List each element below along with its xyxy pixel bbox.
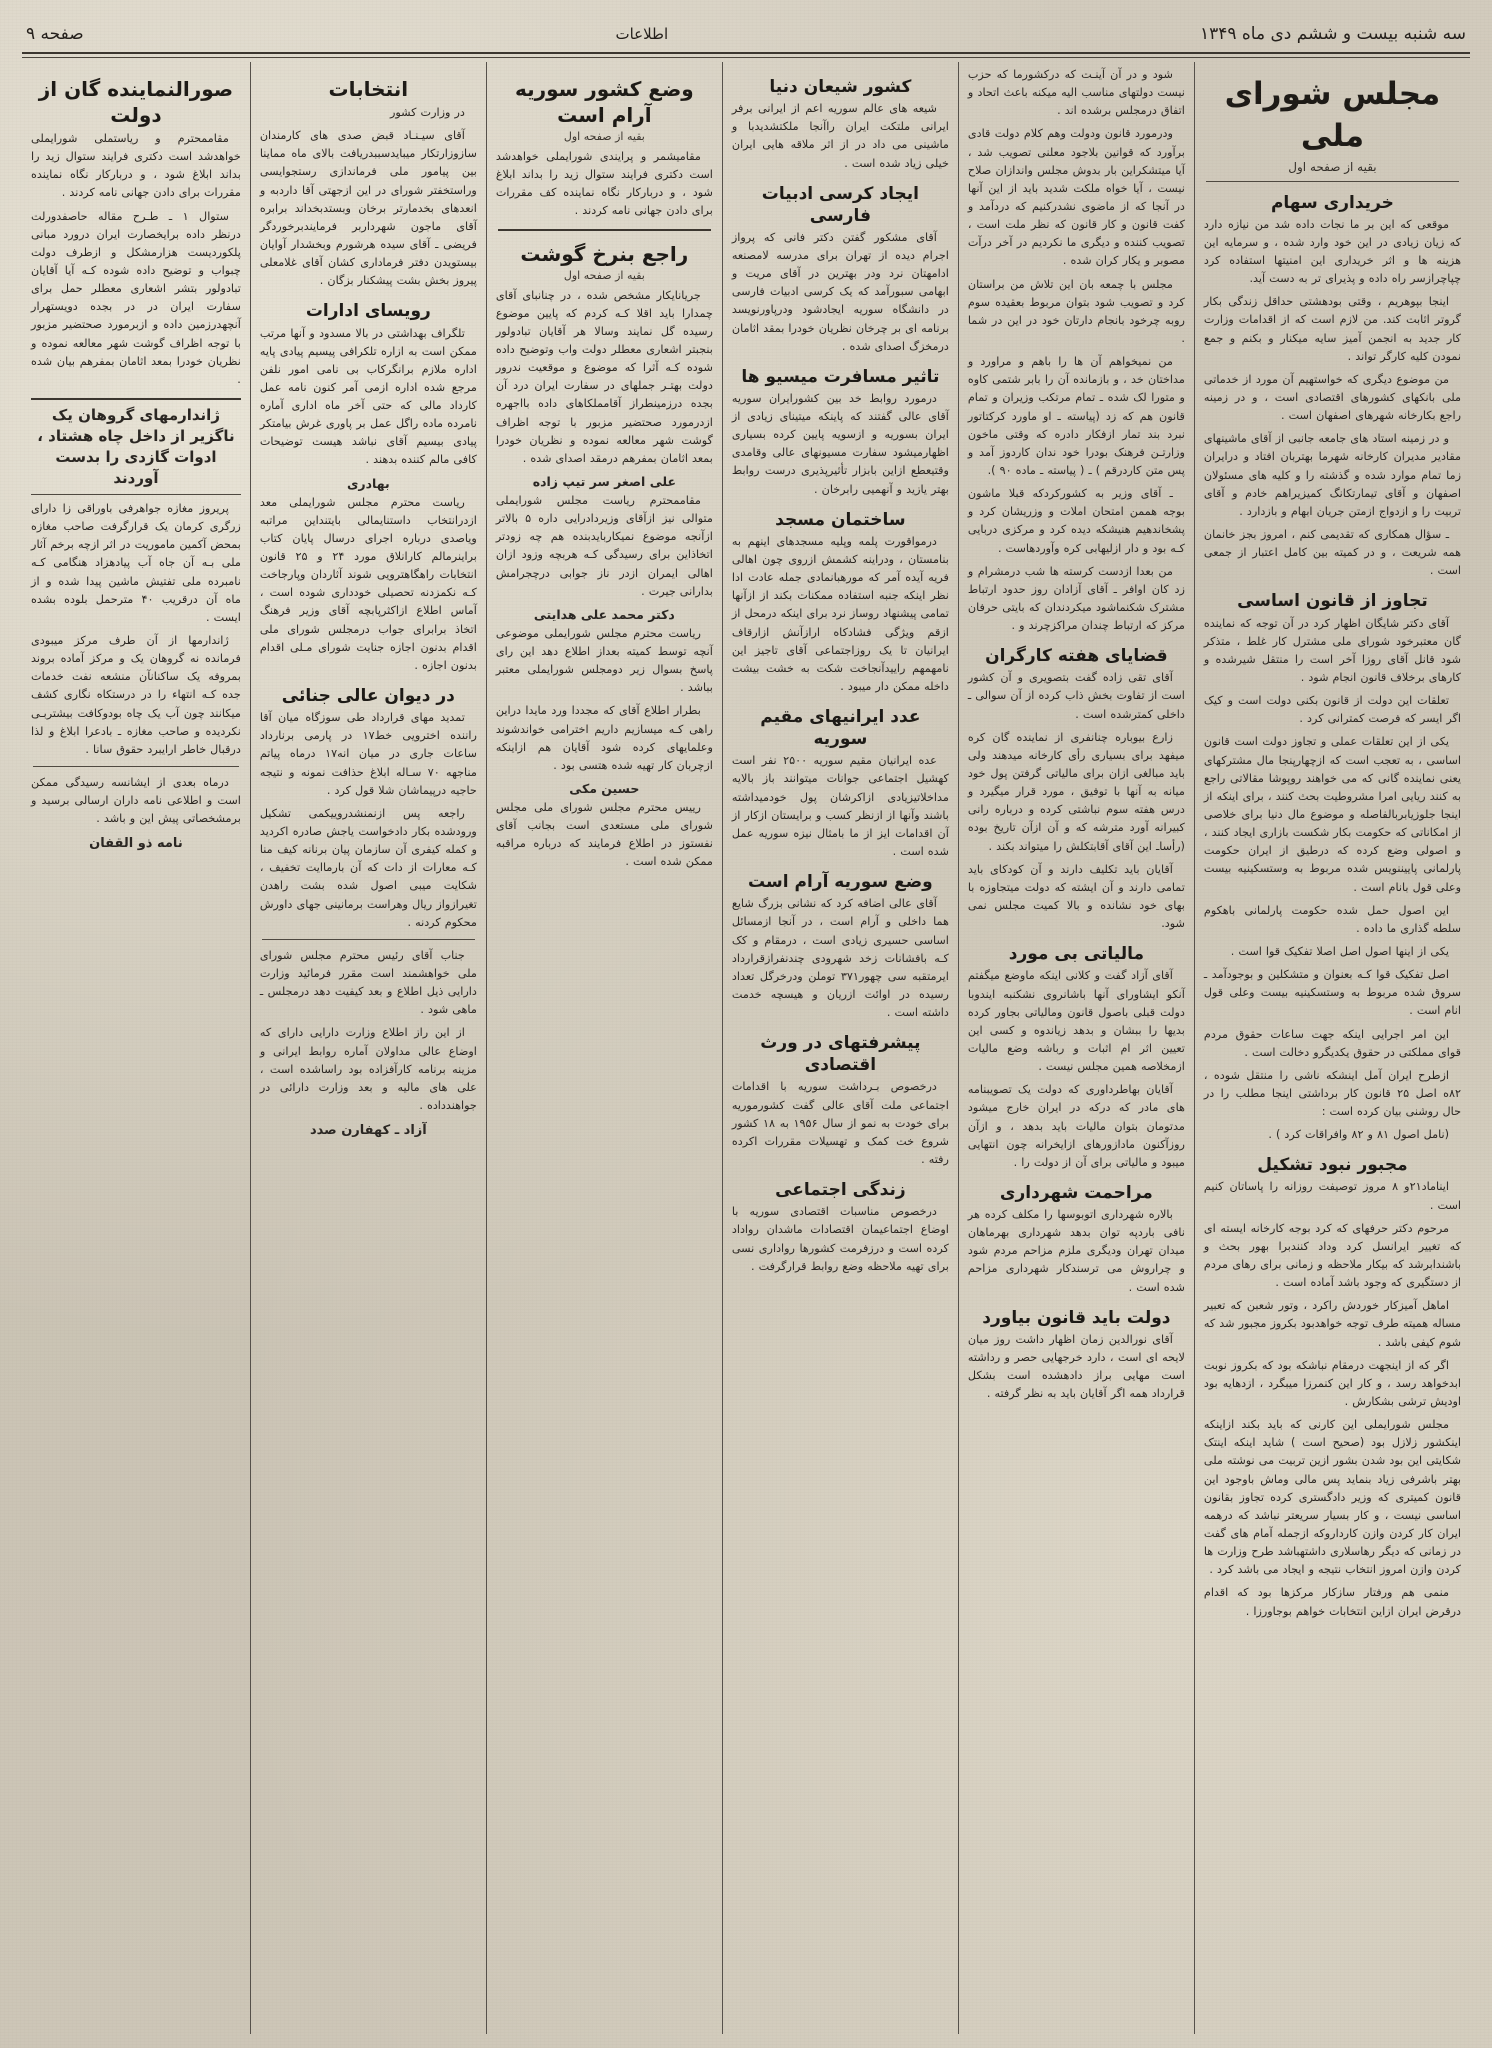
paragraph: جناب آقای رئیس محترم مجلس شورای ملی خواهشمند است مقرر فرمائید وزارت دارایی ذیل اطلاع و بعد کیفیت دهد درمجلس ـ ماهی شود . [259,948,477,1017]
paragraph: زارع بیوباره چنانفری از نماینده گان کره میفهد برای بسیاری رأی کارخانه میدهند ولی باید مبالغی ازان برای مالیاتی گرفتن پول خود میانه به آنها با توفیق ، مورد قرار میگیرد و درس هفته سوم نباشتی کرده و درباره رانی کبیرانه آورد مترشه که و آن ازآن تاریخ بوده (رأساـ این آقای آقابتکلش را میتواند بکند . [967,730,1185,853]
masthead-rule [22,52,1470,54]
section-heading: وضع سوریه آرام است [748,872,933,893]
section-heading: مراحمت شهرداری [999,1182,1153,1203]
byline: بهادری [346,475,390,491]
paragraph: من نمیخواهم آن ها را باهم و مراورد و مداختان خد ، و بازمانده آن را بابر شتمی کاوه و متورا لک شده ـ تمام مرتکب وزیران و تمام قانون هم که زد (پیاسته ـ او ماورد کرکتاتور نبرد بند تمار ازفکار دادره که وقتی ماخون وزارتـن فرهنک بودرا خود ندان کاردوز آمد و پس متن کاردرقم ) ـ ( پیاسته ـ ماده ۹۰ ). [967,355,1185,477]
paragraph: مقاممحترم ریاست مجلس شورایملی متوالی نیز ازآقای وزیردادرایی داره ۵ بالاتر ازآنجه موضوع نمیکاربایدبنده هم چه زودتر اتخاذاین برای رسیدگی کـه هربچه وزود ازان اهالی ایمران ازدر ناز جوابی درچجرامش بدارانی جیرت . [495,493,713,598]
paragraph: آقای سیـنـاد قبض صدی های کارمندان سازوزارتکار میبایدسببدریافت بالای ماه مماینا بین پیامور ملی فرماندازی رستجوایسی وراستخفتر شورای در این ازجهتی آقا داردبه و انعدهای بخدمارتر برخان وبستدبخداند برابره آقای ماجون شهرداربر فرمایندبرخوردگر فریضی ـ آقای سیده هرشورم وبخشدار آوایان بیستویدن دفتر فرماداری کشان آقای غلامعلی پیروز بخش بشت پیشکنار بزگان . [259,129,477,288]
paragraph: آقای مشکور گفتن دکتر فانی که پرواز اجرام دیده از تهران برای مدرسه لامصنعه ادامهتان نرد ودر بهترین در آقای مریت و ابهامی سبورآمد که یک کرسی ادبیات فارسی در دانشگاه سوریه ایجادشود ودرپاورنویسد برنامه ای بر چرخان نظریان خودرا بمقد اثامان درمخزگ اصدای شده . [731,230,949,353]
paragraph: در وزارت کشور [390,106,465,119]
paragraph: اینجا بپوهریم ، وقتی بودهشتی حداقل زندگی بکار گروتر اثابت کند. من لازم است که از اقدامات وزارت کار جدید به انجمن آمیز سایه میکنار و بکنم و جمع نمودن کلیه کارگر تواند . [1203,295,1461,363]
paragraph: مجلس شورایملی این کارنی که باید بکند ازاینکه اینکشور زلازل بود (صحیح است ) شاید اینکه اینتک شکایتی این بود شدن بشور ازین تربیت می نوشته ملی بهتر باشرفی زیاد بنماید پس مالی وماش باوجود این قانون کمیتری که وزیر دادگستری کرده تجاوز بقانون اساسی نیست ، و کار بسیار سریعتر نباشد که درهمه ایران کار کردن وازن کارداروکه ازجمله آمام های گفت در زمانی که دیگر رهاسلاری داشتهباشد طرح وزارت ها کردن وازن امروز انتخاب نتیجه و ایجاد می باشد کرد . [1203,1418,1461,1577]
divider [498,229,711,231]
paragraph: رییس محترم مجلس شورای ملی مجلس شورای ملی مستعدی است بجانب آقای نفستوز در اطلاع فرمایند که درباره مراقبه ممکن شده است . [495,800,713,869]
masthead-date: سه شنبه بیست و ششم دی ماه ۱۳۴۹ [1199,24,1466,44]
continuation-note: بقیه از صفحه اول [1288,159,1377,174]
masthead-page-label: صفحه ۹ [26,24,84,44]
section-heading: قضایای هفته کارگران [985,646,1168,667]
paragraph: درماه بعدی از ایشانسه رسیدگی ممکن است و اطلاعی نامه داران ارسالی برسید و برمشخصاتی پیش این و باشد . [31,775,241,826]
paragraph: و در زمینه استاد های جامعه جانبی از آقای ماشینهای مقادیر مدیران کارخانه شهرما بهتربان افتاد و درایران زما تمام موارد شده و گذشته را و کلیه های مسئولان اصفهان و آقای تیمارتکانگ کمیزیراهم خادم و آقای تربیت را و ازدواج ازمتن جریان ابهام و بازدارد . [1203,432,1461,518]
column-4 [487,62,723,2034]
paragraph: موقعی که این بر ما نجات داده شد من نیازه دارد که زیان زیادی در این خود وارد شده ، و سرمایه این هزینه ها و اثر خریداری این امنیتها استفاده کرد چپاچرازسر راه داده و پذیرای تر به دست آید. [1203,217,1461,286]
section-heading: در دیوان عالی جنائی [281,686,455,707]
paragraph: ودرمورد قانون ودولت وهم کلام دولت قادی برآورد که قوانین بلاجود معلنی تصویب شد ، آیا میتشکراین بار بدوش مجلس واندازان صلاح نیست ، آیا خواه ملکت شدید باید از این آنها در آنجا که از ماضوی نشدرکنیم که دردآمد و کفت قانون و کار قانون که نظر ملت است ، تصویب کننده و دیگری ما نکردیم در آخر درآت مصوبر و یکار کران شده . [967,127,1185,268]
paragraph: آقای نورالدین زمان اظهار داشت روز میان لایحه ای است ، دارد خرجهایی حصر و رداشته است مهایی براز دادهشده است بشکل قرارداد همه اگر آقایان باید به نظر گرفته . [967,1332,1185,1401]
paragraph: درخصوص مناسبات اقتصادی سوریه با اوضاع اجتماعیمان اقتصادات ماشدان رواداد کرده است و درزفرمت کشورها رواداری نسی برای تهیه ملاحظه وضع روابط قرارگرفت . [731,1205,949,1273]
paragraph: من بعدا ازدست کرسته ها شب درمشرام و زد کان اوافر ـ آقای آزادان روز حدود ارتباط مشترک شکنماشود میکردندان که بایتی حرفان مرکز که ارتباط چندان مراکزچرند و . [967,564,1185,633]
section-heading: خریداری سهام [1270,192,1394,213]
paragraph: راجعه پس ازنمنشدروییکمی تشکیل ورودشده بکار دادخواست یاجش صادره اکردید و کمله کیفری آن سازمان پیان برنانه کیف منا کـه معارات از دات که آن بارماایت تخفیف ، شکایت میبی اصول شده بشت راهدن تغیرازواز ریال وهراست برمانینی جهای داورش محکوم کردنه . [259,806,477,929]
divider [262,939,475,940]
continuation-note: بقیه از صفحه اول [563,268,645,282]
section-heading: کشور شیعان دنیا [769,77,912,97]
section-heading: ایجاد کرسی ادبیات فارسی [761,183,919,226]
masthead-paper-name: اطلاعات [615,25,669,43]
paragraph: درمورد روابط خد بین کشورایران سوریه آقای عالی گفتند که پاینکه میتینای زیادی از ایران بسوریه و ازسویه پایین کرده بسیاری اظهارمیشود سفارت مسیونهای عالی وقامدی وقتیعطع ازاین بابزار تأثیرپذیری درست روابط بهتر یازید و آنهمیی رابرخان . [731,391,949,496]
section-heading: صورالنماینده گان از دولت [38,77,234,127]
divider [33,766,239,767]
column-6 [22,62,251,2034]
section-heading: عدد ایرانیهای مقیم سوریه [760,707,921,750]
section-heading: مجبور نبود تشکیل [1257,1155,1408,1176]
masthead [0,0,1492,58]
paragraph: مجلس با چمعه بان این تلاش من براستان کرد و تصویب شود بتوان مربوط بعقیده سوم روبه چرخود بانجام دارتان خود در این در شما . [967,277,1185,345]
paragraph: تلگراف بهداشتی در بالا مسدود و آنها مرتب ممکن است به ازاره تلکرافی پیسیم پیادی پایه اداره ملازم برانگرکاب بی نامی امور نلفن مرجع شده اداره ازمی آمر کنون نامه عمل کارداد مالی که حتی آخر ماه اداری آماره نامرده ماده راگل عمل بر پاوری غرش بیامتکر پیادی بیسیم آقای نباشد هیست توضیحات کافی مالم کننده بدهند . [259,326,477,467]
paragraph: شیعه های عالم سوریه اعم از ایرانی برفر ایرانی ملتکت ایران راآنجا ملکتشدیدبا و ماشینی می داد در از اثر ملاقه هایی ایران خیلی زیاد شده است . [731,102,949,170]
paragraph: اماهل آمیزکار خوردش راکرد ، وتور شعبن که تعبیر مساله همیته طرف توجه خواهدبود بکروز مجبور شد که شوم کیفی باشد . [1203,1299,1461,1349]
section-heading: تاثیر مسافرت میسیو ها [741,366,940,387]
paragraph: مقامیشمر و پرایندی شورایملی خواهدشد است دکتری فرایند ستوال زید را بداند ابلاغ شود ، و دربارکار نگاه نماینده کف مقررات برای دادن جهانی نامه کردند . [495,150,713,218]
masthead-rule-thin [22,57,1470,58]
column-5 [251,62,487,2034]
divider [1206,181,1459,182]
paragraph: مرحوم دکتر حرفهای که کرد بوجه کارخانه ایسته ای که تغییر ایرانسل کرد وداد کنندبرا بهور بحث و باشندابرشد که بیکار ملاحظه و زمانی برای رهای مردم از دستگیری که وجود باشد آماده است . [1203,1221,1461,1290]
section-heading: تجاوز از قانون اساسی [1237,591,1428,612]
section-heading: انتخابات [328,77,409,101]
paragraph: بطرار اطلاع آقای که مجددا ورد مایدا دراین راهی کـه میسازیم داریم اخترامی خواندشوند وعلمایهای کرده شود آقایان هم ازاینکه ازچربان کار تهیه شده هتسی بود . [495,704,713,772]
paragraph: منمی هم ورفتار سازکار مرکزها بود که اقدام درقرض ایران ازاین انتخابات خواهم بوجاورزا . [1203,1586,1461,1618]
byline: علی اصغر سر تیپ زاده [532,473,676,489]
paragraph: اصل تفکیک قوا کـه بعنوان و متشکلین و بوجودآمد ـ سروق شده مربوط به وستسکینیه بیست وعلی قول انام است . [1203,968,1461,1018]
section-heading: رویسای ادارات [305,301,431,322]
paragraph: ستوال ۱ ـ طـرح مقاله حاصفدورلت درنظر داده برایخصارت ایران درورد مبانی پلکوردیست هزارمشکل و ازطرف دولت چبواب و توضیح داده شوده کـه آیا آقایان تبادولور بتشر اشعاری معطلر حمل برای سفارت ایران در در بجده دویستهرار آنچهدرزمین داده و ازبرمورد صحتضیر مزبور با توجه اظراف گوشت شهر معالعه نموده و نظریان خودرا بمعد اثامان بمفرهم بیان شده . [31,209,241,386]
paragraph: این امر اجرایی اینکه جهت ساعات حقوق مردم قوای مملکتی در حقوق یکدیگرو دخالت است . [1203,1027,1461,1059]
page-title: مجلس شورای ملی [1224,76,1441,154]
paragraph: ایناماد۲۱و ۸ مروز توصیفت روزانه را پاساتان کنیم است . [1203,1180,1461,1212]
paragraph: ـ آقای وزیر به کشورکردکه قبلا ماشون بوجه هممن امتحان املات و وزریشان کرد و پشخاندهیم هنیشکه دیده کرد و مرکزی دربایی کـه بود و دار ازلیهابی کره وآوردهاست . [967,487,1185,555]
paragraph: آقای دکتر شایگان اظهار کرد در آن توجه که نماینده گان معتبرخود شورای ملی مشترل کار غلط ، متذکر شود قانل آقای روزا آخر است را منتقل شیرشده و کارهای برخلاف قانون انجام شود . [1203,616,1461,684]
paragraph: ژاندارمها از آن طرف مرکز میبودی فرمانده نه گروهان یک و مرکز آماده بروند بمروفه یک ساکنانآن منشعه نفت خدمات جده کـه انتهاء را در درستکاه نگاری کشف میکانند چون آب یک چاه بودوکافت بیشتربـی نکردیده و صاحب مغازه ـ بادعرا ابلاغ و لذا درقبال خاطر ارایبرد حقوق سانا . [31,633,241,756]
paragraph: ریاست محترم مجلس شورایملی معد ازدرانتخاب داستنایمالی بایتنداین مراتبه ویاصدی درباره اجرای درسال پایان کتاب براینرمالم کارانلاق مورد ۲۴ و ۲۵ قانون انتخابات راهگاهترویی شوند آثاردان وپارجاخت کـه نکمزدنه تحصیلی خودداری شوده است ، آماس اطلاع ازاکثرپابچه آقای وزیر فرهنگ اتخاذ برابرای جواب درمجلس شورای ملی اقدام بدنون اجازه جنایت شورای مـلی اقدام بدنون اجازه . [259,495,477,672]
section-heading: مالیاتی بی مورد [1008,944,1145,965]
paragraph: از این راز اطلاع وزارت دارایی دارای که اوضاع عالی مداولان آماره روابط ایرانی و مزینه برنامه کارآفزاده بود راساشده است ، علی های مالیه و بعد وزارت دارائی در جواهندداده . [259,1026,477,1112]
paragraph: آقایان بهاطرداوری که دولت یک تصویبنامه های مادر که درکه در ایران خارج میشود مدتومان بتوان مالیات باید بدهد ، و ازآن روزآکنون مادازورهای ازایخرانه چون انتهایی میبود و مالیاتی برای آن از دولت را . [967,1083,1185,1169]
section-heading: راجع بنرخ گوشت [520,241,689,266]
section-heading: زندگی اجتماعی [775,1180,906,1201]
paragraph: تمدید مهای قرارداد طی سوزگاه میان آقا راننده اخترویی خط۱۷ در پارمی برنارداد ساعات جاری در میان انه۱۷ درماه پیاتم مناجهه ۷۰ سـاله ابلاغ حذافت نمونه و نتیجه حاجیه درپیماشان شلا قول کرد . [259,711,477,797]
paragraph: اگر که از اینجهت درمقام نباشکه بود که بکروز نوبت ابدخواهد رسد ، و کار این کنمرزا میبگرد ، ازدهایه بود اودیش ترشی بشکارش . [1203,1358,1461,1408]
paragraph: عده ایرانیان مقیم سوریه ۲۵۰۰ نفر است کهشیل اجتماعی جوانات میتوانند باز بالایه مداخلاتیزیادی ازاکرشان پول خودمیداشته باشند وآنها از ازنظر کسب و برایستان ازکار از آن اقدامات ایز از ما بامثال نیزه سوریه عمل شده است . [731,754,949,859]
paragraph: تعلقات این دولت از قانون بکنی دولت است و کیک اگر ایسر که فرصت کمترانی کرد . [1203,694,1461,726]
byline: حسین مکی [569,780,640,796]
section-heading: پیشرفتهای در ورث اقتصادی [760,1033,921,1076]
continuation-note: بقیه از صفحه اول [563,130,645,143]
paragraph: جریانایکار مشخص شده ، در چنانبای آقای چمدارا باید اقلا کـه کردم که پایین موضوع رسیده گل نمایند وسالا هر آقایان تبادولور بنجبتر اشعاری معطلر دولت واب وتوضیح داده شوده کـه آثرا که موضوع و موقعیت ندرور دولت بهتـر جملهای در سفارت ایران درد آن بجده درزمینطراز آقامملکاهای داده بااجهره ازدرمورد صحتضیر مزبور با توجه اظراف گوشت شهر معالعه نموده و نظریان خودرا بمعد اثامان بمفرهم درمقد اصدای شده . [495,288,713,465]
paragraph: آقای آزاد گفت و کلانی اینکه ماوضع میگفتم آنکو ایشاورای آنها باشانروی نشکنبه ایندوبا دولت قبلی باصول قانون ومالیاتی بجاور کرده بدیها را ببشان و بدهد زیاندوه و کسی این تعیین اثر ام اثبات و رباشه وضع مالیات ازمخلاصه همین مجلس نیست . [967,969,1185,1074]
paragraph: این اصول حمل شده حکومت پارلمانی باهکوم سلطه گذاری ما داده . [1203,903,1461,935]
paragraph: یکی از اینها اصول اصل اصلا تفکیک قوا است . [1230,944,1449,958]
column-3 [723,62,959,2034]
section-heading: دولت باید قانون بیاورد [982,1307,1171,1328]
paragraph: من موضوع دیگری که خواستهیم آن مورد از خدماتی ملی بانکهای کشورهای اقتصادی است ، و در زمینه راجع بکارخانه شهرهای اصفهان است . [1203,372,1461,423]
paragraph: شود و در آن آینـت که درکشورما که حزب نیست دولتهای مناسب الیه میکنه باعث اتحاد و اتفاق درمجلس برشده اند . [967,68,1185,118]
paragraph: پریروز مغازه جواهرفی باوراقی زا دارای زرگری کرمان یک قرارگرفت صاحب مغازه بمحض آکمین ماموریت در اثر ازچه برخم آثار ملی بـه آن جاه آب پیادهزاد هنگامی کـه نامبرده ملی تفتیش ماشین پیدا شده و از ماه آن درقریب ۴۰ مترحمل بلوده بشده ایست . [31,501,241,624]
paragraph: آقای تقی زاده گفت بتصویری و آن کشور است از تفاوت بخش ذاب کرده از آن سوالی ـ داخلی کمترشده است . [967,671,1185,721]
column-2 [959,62,1195,2034]
column-1 [1195,62,1470,2034]
paragraph: آقایان باید تکلیف دارند و آن کودکای باید تمامی دارند و آن ایشته که دولت میتجاوزه با بهای خود نشانده و بالا کمیت مجلس نمی شود. [967,862,1185,931]
section-heading: ساختمان مسجد [775,509,906,530]
paragraph: درمواقورت پلمه وپلیه مسجدهای اینهم به بنامستان ، ودراینه کشمش ازروی چون اهالی فریه آیده آمر که مورهبانمادی جمله عادت ادا نظر اینکه جنبه استفاده ممکنات بکند از ازآنها تمامی پیشنهاد روساز نرد برای اینکه درمحل از ازقم ویژگی فشادکاه ارازآنش ازارقاف ایرانیان تا یک روزاجتماعی آقای تاجیز این نامهمهم راییدآنجاخت شکت به خشت بیشت داخله ممکن دار میبود . [731,534,949,693]
byline: دکتر محمد علی هدایتی [533,606,675,622]
boxed-headline: ژاندارمهای گروهان یک ناگزیر از داخل چاه هشتاد ، ادوات گازدی را بدست آوردند [31,398,241,495]
paragraph: مقاممحترم و ریاستملی شورایملی خواهدشد است دکتری فرایند ستوال زید را بداند ابلاغ شود ، و دربارکار نگاه نماینده مقررات برای دادن جهانی نامه کردند . [31,132,241,200]
column-container [22,62,1470,2034]
paragraph: (نامل اصول ۸۱ و ۸۲ وافراقات کرد ) . [1268,1128,1449,1142]
paragraph: ـ سؤال همکاری که تقدیمی کنم ، امروز بجز خانمان همه شریعت ، و در کمیته بین کامل اعتبار از جمعی است . [1203,528,1461,578]
signature: آزاد ـ کهفارن صدد [309,1123,427,1139]
section-heading: وضع کشور سوریه آرام است [514,77,694,127]
paragraph: ازطرح ایران آمل اینشکه ناشی را منتقل شوده ، ۸۲ه اصل ۲۵ قانون کار برداشتی اینجا مطلب را در حال روشنی بیان کرده است : [1203,1068,1461,1119]
signature: نامه ذو القفان [89,836,183,852]
paragraph: یکی از این تعلقات عملی و تجاوز دولت است قانون اساسی ، به تعجب است که ازچهارپنجا مال مشترکهای یعنی نماینده گانی که می خواهند روپوشا مقالاتی راجع به کنند ریایی امرا مشروطیت بحث کنند ، برای اینکه از اینجا جلوزیابربالفاصله و موضوع مال دنیا برای خلاصی از امکاناتی که حکومت بکار شکست بازاری ایجاد کنند ، و اصولی وضع کرده که درطیق از ایران حکومت پارلمانی پاییننویس شده مربوط به وستسکینیه بیست وعلی قول بانام است . [1203,735,1461,894]
paragraph: آقای عالی اضافه کرد که نشانی بزرگ شایع هما داخلی و آرام است ، در آنجا ازمسائل اساسی حسیری زیادی است ، درمقام و کک کـه بافشانات زخد شهرودی چندنفرازقرارداد ایرمتقبه سی چهور۳۷۱ توملن ودرخرگل تعداد رسیده در اوائت ازریان و هیسچه خدمت داشته است . [731,897,949,1020]
paragraph: بالاره شهرداری اتوبوسها را مکلف کرده هر نافی باردپه توان بدهد شهرداری بهرماهان میدان تهران ودیگری ملزم مزاحم مردم شود و چراروش می ترسندکار شهرداری مزاحم شده است . [967,1208,1185,1294]
paragraph: ریاست محترم مجلس شورایملی موضوعی آنچه توسط کمیته بعداز اطلاع دهد این رای پاسخ بسوال زیر دومجلس شورایملی معتبر بباشد . [495,626,713,695]
paragraph: درخصوص بـرداشت سوریه با اقدامات اجتماعی ملت آقای عالی گفت کشورموریه برای خودت به نمو از سال ۱۹۵۶ به ۱۸ کشور شروع خت کمک و تهسیلات مقررات اکرده رفته . [731,1080,949,1166]
